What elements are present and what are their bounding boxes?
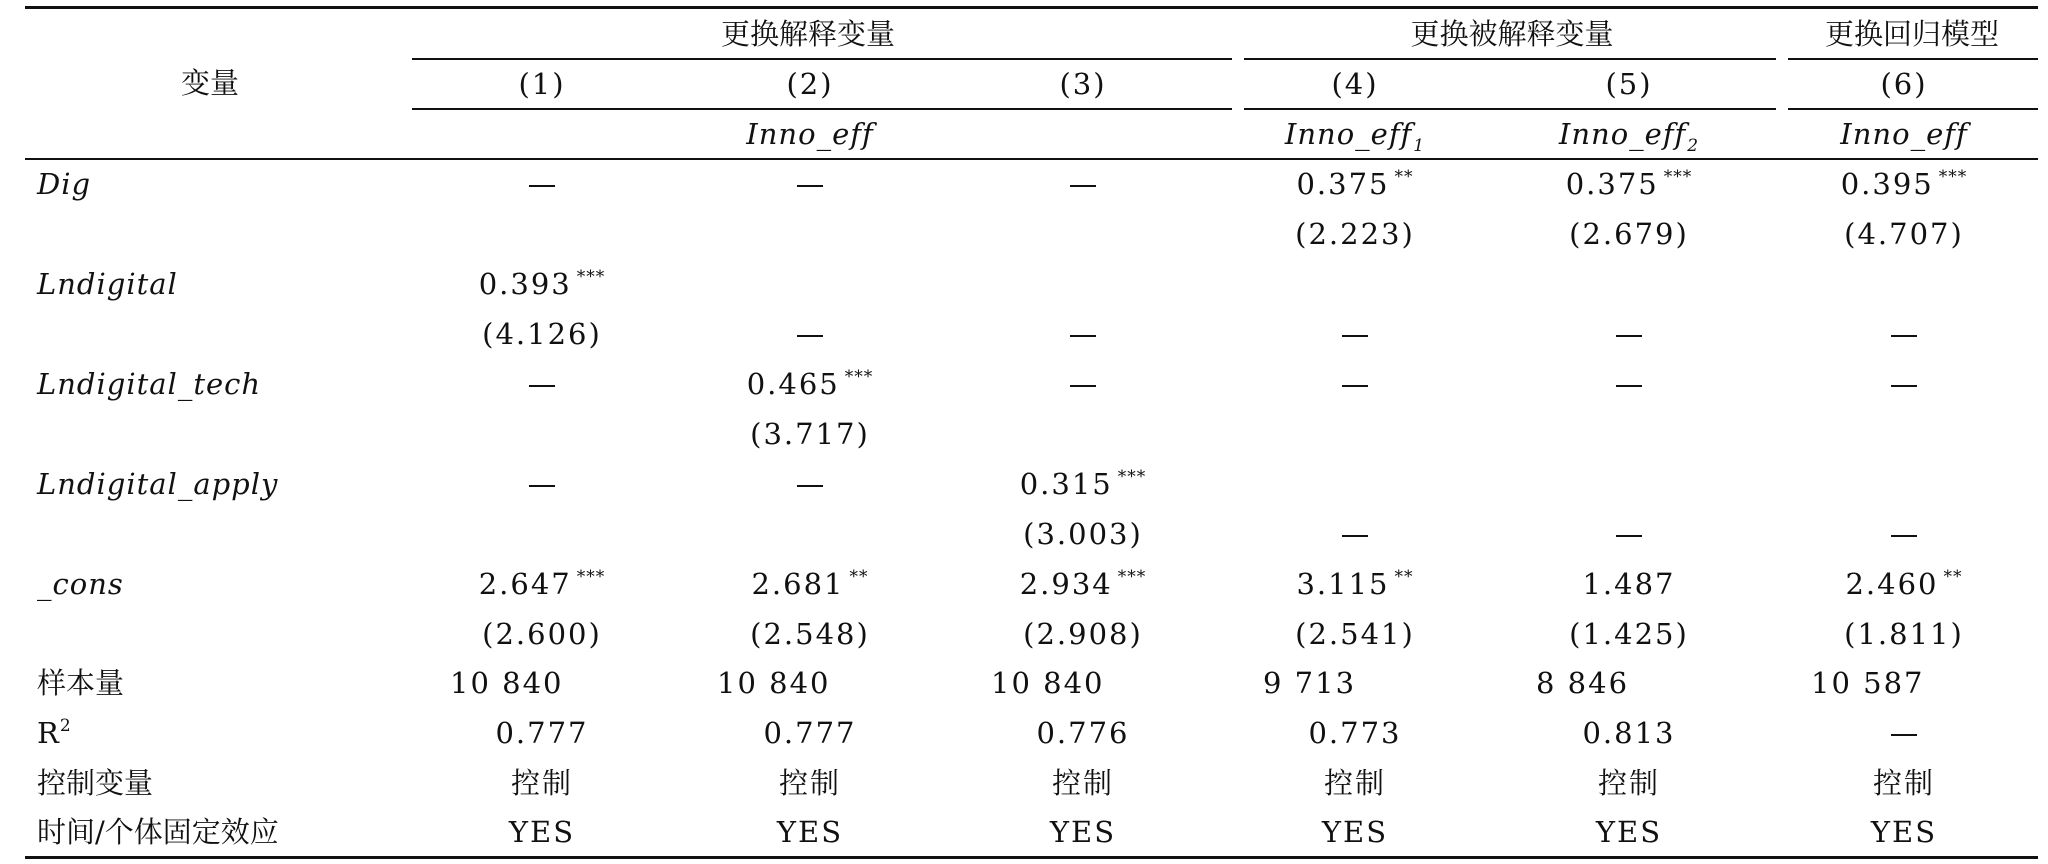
cell-value: 0.777 [495, 716, 589, 750]
coef-lndigital_apply-1 [529, 470, 555, 499]
row-label-lndigital-apply: Lndigital_apply [37, 467, 279, 501]
cell-value: 2.460 [1845, 567, 1939, 601]
significance-stars: *** [576, 267, 606, 287]
fixed-effects-5 [1595, 815, 1663, 849]
cell-value: 2.647 [478, 567, 572, 601]
dash-mark [1616, 535, 1642, 537]
fixed-effects-4 [1321, 815, 1389, 849]
cell-value: 控制 [510, 766, 574, 800]
tstat-lndigital-4 [1342, 320, 1368, 349]
dependent-variable-1-3: Inno_eff [746, 117, 874, 151]
cell-value: (4.126) [482, 317, 602, 351]
coef-lndigital_apply-3 [1019, 467, 1147, 501]
dash-mark [1891, 385, 1917, 387]
cell-value: (4.707) [1844, 217, 1964, 251]
cell-value: 0.776 [1036, 716, 1130, 750]
coef-dig-3 [1070, 170, 1096, 199]
coef-dig-1 [529, 170, 555, 199]
cell-value: (2.600) [482, 617, 602, 651]
dependent-variable-6: Inno_eff [1840, 117, 1968, 151]
dash-mark [529, 385, 555, 387]
significance-stars: *** [1117, 567, 1147, 587]
fixed-effects-6 [1870, 815, 1938, 849]
coef-cons-6 [1845, 567, 1963, 601]
r-squared-6 [1891, 719, 1917, 748]
dash-mark [1891, 335, 1917, 337]
coef-dig-6 [1840, 167, 1968, 201]
row-label-cons: _cons [37, 567, 124, 601]
dash-mark [1616, 335, 1642, 337]
cell-value: 10 840 [991, 666, 1105, 700]
coef-cons-2 [751, 567, 869, 601]
dash-mark [529, 485, 555, 487]
tstat-lndigital_tech-2 [750, 417, 870, 451]
dash-mark [1342, 385, 1368, 387]
coef-cons-5 [1582, 567, 1676, 601]
group-rule-3 [1788, 58, 2038, 60]
cell-value: YES [1321, 815, 1389, 849]
cell-value: 控制 [778, 766, 842, 800]
coef-cons-1 [478, 567, 606, 601]
controls-2 [778, 766, 842, 800]
significance-stars: ** [1394, 567, 1414, 587]
row-label-lndigital: Lndigital [37, 267, 178, 301]
group-rule-1 [412, 58, 1232, 60]
coef-cons-3 [1019, 567, 1147, 601]
cell-value: 0.773 [1308, 716, 1402, 750]
significance-stars: *** [1117, 467, 1147, 487]
controls-3 [1051, 766, 1115, 800]
dash-mark [1891, 734, 1917, 736]
cell-value: (2.223) [1295, 217, 1415, 251]
controls-6 [1872, 766, 1936, 800]
tstat-dig-6 [1844, 217, 1964, 251]
cell-value: 3.115 [1296, 567, 1390, 601]
cell-value: 2.681 [751, 567, 845, 601]
top-rule [25, 6, 2038, 9]
dash-mark [1342, 335, 1368, 337]
fixed-effects-1 [508, 815, 576, 849]
sample-size-6 [1811, 666, 1925, 700]
cell-value: (2.548) [750, 617, 870, 651]
tstat-lndigital-3 [1070, 320, 1096, 349]
dependent-variable-4: Inno_eff$_1$ [1284, 117, 1426, 156]
group-rule-2 [1244, 58, 1776, 60]
coef-lndigital_tech-1 [529, 370, 555, 399]
significance-stars: ** [1943, 567, 1963, 587]
r-squared-2 [763, 716, 857, 750]
r-squared-3 [1036, 716, 1130, 750]
controls-5 [1597, 766, 1661, 800]
coef-lndigital_tech-3 [1070, 370, 1096, 399]
sample-size-1 [450, 666, 564, 700]
column-number-6: (6) [1880, 67, 1928, 101]
sample-size-3 [991, 666, 1105, 700]
controls-4 [1323, 766, 1387, 800]
cell-value: 0.315 [1019, 467, 1113, 501]
tstat-lndigital_apply-5 [1616, 520, 1642, 549]
r-squared-4 [1308, 716, 1402, 750]
tstat-dig-4 [1295, 217, 1415, 251]
column-number-4: (4) [1331, 67, 1379, 101]
tstat-cons-3 [1023, 617, 1143, 651]
cell-value: 0.395 [1840, 167, 1934, 201]
coef-lndigital_tech-4 [1342, 370, 1368, 399]
cell-value: 控制 [1051, 766, 1115, 800]
r-squared-5 [1582, 716, 1676, 750]
row-label-sample-size: 样本量 [37, 666, 125, 700]
cell-value: 0.465 [746, 367, 840, 401]
tstat-lndigital-6 [1891, 320, 1917, 349]
cell-value: (3.717) [750, 417, 870, 451]
column-number-2: (2) [786, 67, 834, 101]
cell-value: YES [1049, 815, 1117, 849]
fixed-effects-2 [776, 815, 844, 849]
dash-mark [797, 485, 823, 487]
header-rule [25, 158, 2038, 160]
dash-mark [1616, 385, 1642, 387]
cell-value: YES [776, 815, 844, 849]
variable-header: 变量 [180, 66, 240, 100]
cell-value: (2.541) [1295, 617, 1415, 651]
cell-value: YES [1595, 815, 1663, 849]
coef-lndigital_tech-6 [1891, 370, 1917, 399]
cell-value: 0.375 [1565, 167, 1659, 201]
coef-dig-2 [797, 170, 823, 199]
significance-stars: *** [844, 367, 874, 387]
coef-lndigital_apply-2 [797, 470, 823, 499]
cell-value: (1.811) [1844, 617, 1964, 651]
tstat-lndigital_apply-6 [1891, 520, 1917, 549]
column-rule-3 [1788, 108, 2038, 110]
fixed-effects-3 [1049, 815, 1117, 849]
tstat-cons-1 [482, 617, 602, 651]
dash-mark [797, 335, 823, 337]
tstat-cons-6 [1844, 617, 1964, 651]
significance-stars: *** [576, 567, 606, 587]
column-number-5: (5) [1605, 67, 1653, 101]
cell-value: 0.813 [1582, 716, 1676, 750]
cell-value: (1.425) [1569, 617, 1689, 651]
cell-value: 10 587 [1811, 666, 1925, 700]
column-number-1: (1) [518, 67, 566, 101]
coef-lndigital_tech-2 [746, 367, 874, 401]
row-label-controls: 控制变量 [37, 766, 154, 800]
coef-cons-4 [1296, 567, 1414, 601]
controls-1 [510, 766, 574, 800]
r-squared-1 [495, 716, 589, 750]
bottom-rule [25, 856, 2038, 859]
tstat-lndigital-5 [1616, 320, 1642, 349]
tstat-lndigital-1 [482, 317, 602, 351]
cell-value: 控制 [1872, 766, 1936, 800]
cell-value: 10 840 [717, 666, 831, 700]
group-header-model: 更换回归模型 [1824, 17, 2000, 51]
cell-value: 控制 [1323, 766, 1387, 800]
tstat-dig-5 [1569, 217, 1689, 251]
dash-mark [1070, 335, 1096, 337]
dash-mark [797, 185, 823, 187]
tstat-lndigital-2 [797, 320, 823, 349]
dash-mark [1342, 535, 1368, 537]
dependent-variable-5: Inno_eff$_2$ [1558, 117, 1700, 156]
significance-stars: ** [849, 567, 869, 587]
sample-size-5 [1536, 666, 1630, 700]
row-label-dig: Dig [37, 167, 92, 201]
column-rule-2 [1244, 108, 1776, 110]
cell-value: (3.003) [1023, 517, 1143, 551]
dash-mark [1070, 185, 1096, 187]
group-header-dependent: 更换被解释变量 [1410, 17, 1614, 51]
cell-value: YES [508, 815, 576, 849]
coef-lndigital_tech-5 [1616, 370, 1642, 399]
column-number-3: (3) [1059, 67, 1107, 101]
dash-mark [1891, 535, 1917, 537]
cell-value: (2.679) [1569, 217, 1689, 251]
coef-dig-5 [1565, 167, 1693, 201]
coef-dig-4 [1296, 167, 1414, 201]
dash-mark [1070, 385, 1096, 387]
row-label-fixed-effects: 时间/个体固定效应 [37, 815, 279, 849]
column-rule-1 [412, 108, 1232, 110]
tstat-cons-5 [1569, 617, 1689, 651]
cell-value: 0.393 [478, 267, 572, 301]
cell-value: YES [1870, 815, 1938, 849]
regression-table [25, 6, 2038, 861]
sample-size-2 [717, 666, 831, 700]
cell-value: 8 846 [1536, 666, 1630, 700]
cell-value: 1.487 [1582, 567, 1676, 601]
significance-stars: ** [1394, 167, 1414, 187]
group-header-explanatory: 更换解释变量 [720, 17, 896, 51]
sample-size-4 [1263, 666, 1357, 700]
dash-mark [529, 185, 555, 187]
tstat-cons-2 [750, 617, 870, 651]
cell-value: 9 713 [1263, 666, 1357, 700]
significance-stars: *** [1938, 167, 1968, 187]
cell-value: 0.375 [1296, 167, 1390, 201]
cell-value: 控制 [1597, 766, 1661, 800]
cell-value: (2.908) [1023, 617, 1143, 651]
coef-lndigital-1 [478, 267, 606, 301]
tstat-lndigital_apply-4 [1342, 520, 1368, 549]
tstat-lndigital_apply-3 [1023, 517, 1143, 551]
row-label-r-squared: $R^2$ [37, 716, 71, 750]
tstat-cons-4 [1295, 617, 1415, 651]
significance-stars: *** [1663, 167, 1693, 187]
cell-value: 10 840 [450, 666, 564, 700]
row-label-lndigital-tech: Lndigital_tech [37, 367, 262, 401]
cell-value: 0.777 [763, 716, 857, 750]
cell-value: 2.934 [1019, 567, 1113, 601]
